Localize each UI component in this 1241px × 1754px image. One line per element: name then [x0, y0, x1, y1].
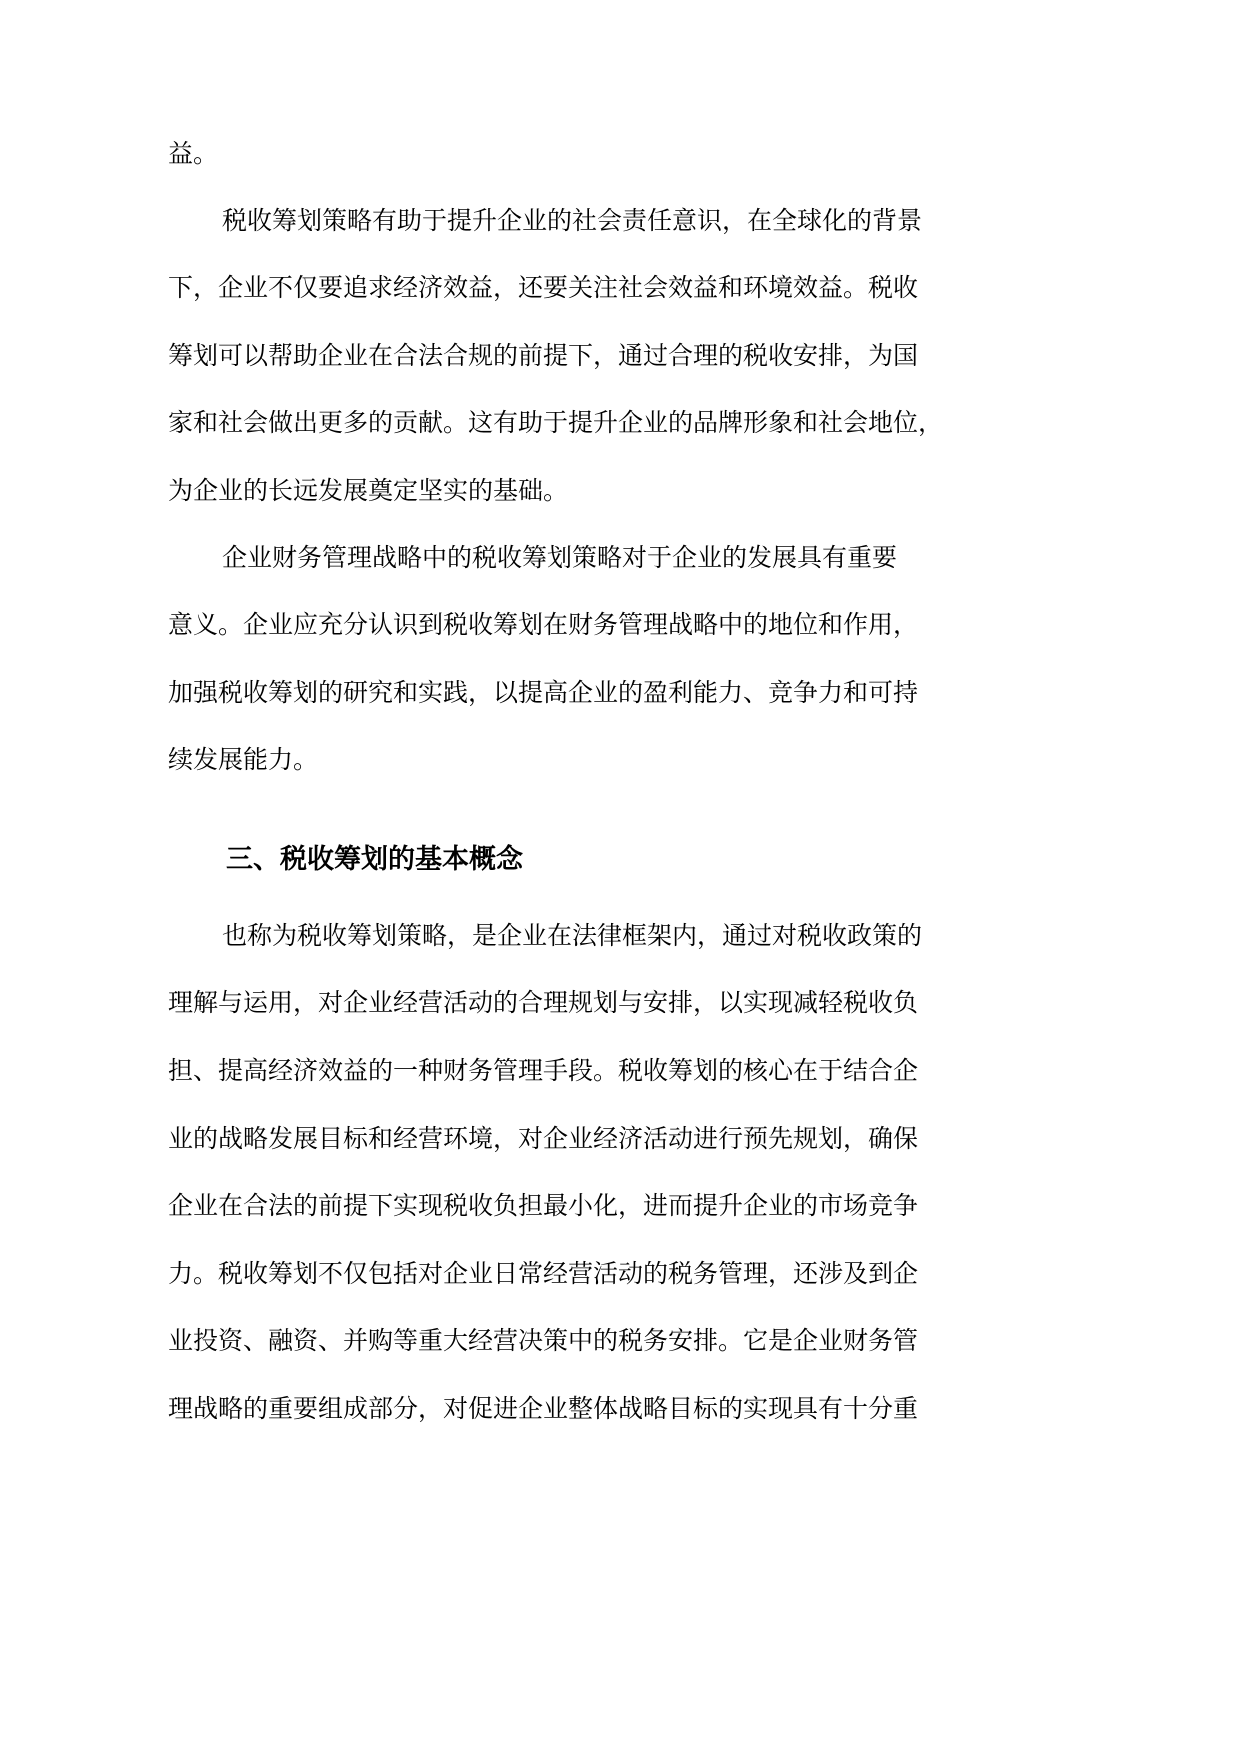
paragraph-line: 税收筹划策略有助于提升企业的社会责任意识，在全球化的背景: [222, 206, 923, 235]
paragraph-line: 力。税收筹划不仅包括对企业日常经营活动的税务管理，还涉及到企: [168, 1259, 919, 1288]
paragraph-line: 企业财务管理战略中的税收筹划策略对于企业的发展具有重要: [222, 543, 898, 572]
paragraph-line: 意义。企业应充分认识到税收筹划在财务管理战略中的地位和作用，: [168, 610, 919, 639]
paragraph-line: 理解与运用，对企业经营活动的合理规划与安排，以实现减轻税收负: [168, 988, 919, 1017]
paragraph-line: 理战略的重要组成部分，对促进企业整体战略目标的实现具有十分重: [168, 1394, 919, 1423]
paragraph-line: 企业在合法的前提下实现税收负担最小化，进而提升企业的市场竞争: [168, 1191, 919, 1220]
paragraph-line: 加强税收筹划的研究和实践，以提高企业的盈利能力、竞争力和可持: [168, 678, 919, 707]
paragraph-line: 担、提高经济效益的一种财务管理手段。税收筹划的核心在于结合企: [168, 1056, 919, 1085]
section-heading: 三、税收筹划的基本概念: [226, 844, 523, 875]
paragraph-line: 为企业的长远发展奠定坚实的基础。: [168, 476, 569, 505]
paragraph-line: 益。: [168, 139, 219, 168]
paragraph-line: 家和社会做出更多的贡献。这有助于提升企业的品牌形象和社会地位，: [168, 408, 944, 437]
paragraph-line: 业的战略发展目标和经营环境，对企业经济活动进行预先规划，确保: [168, 1124, 919, 1153]
paragraph-line: 也称为税收筹划策略，是企业在法律框架内，通过对税收政策的: [222, 921, 923, 950]
paragraph-line: 业投资、融资、并购等重大经营决策中的税务安排。它是企业财务管: [168, 1326, 919, 1355]
paragraph-line: 筹划可以帮助企业在合法合规的前提下，通过合理的税收安排，为国: [168, 341, 919, 370]
paragraph-line: 续发展能力。: [168, 745, 319, 774]
paragraph-line: 下，企业不仅要追求经济效益，还要关注社会效益和环境效益。税收: [168, 273, 919, 302]
